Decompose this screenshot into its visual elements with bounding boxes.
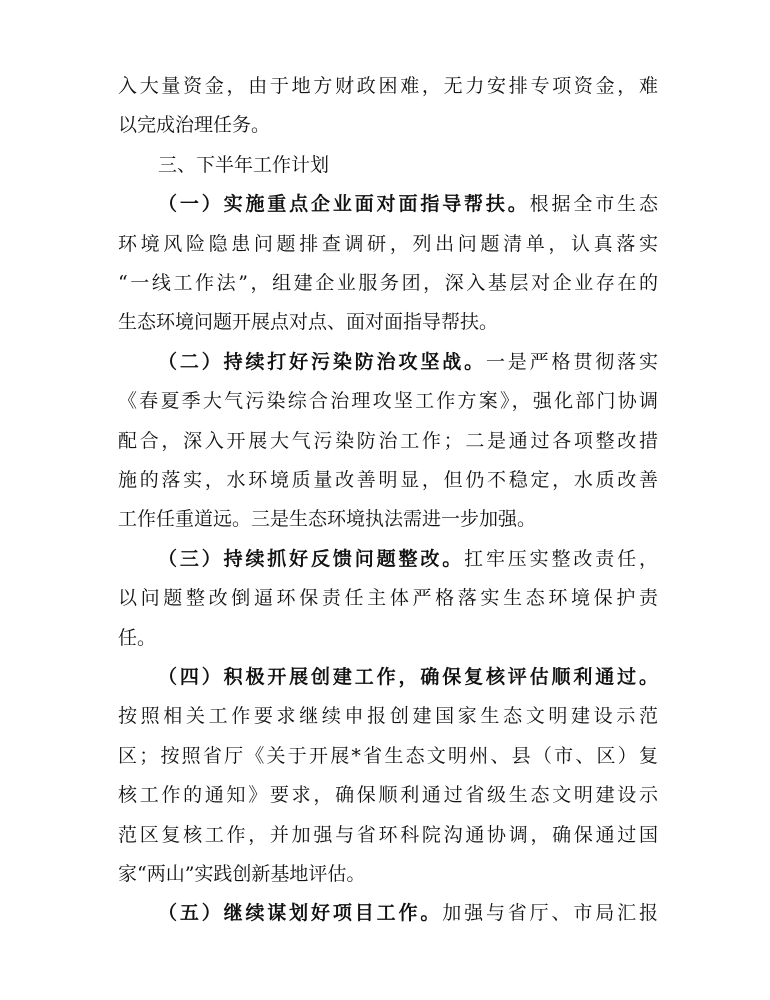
text-line: 环境风险隐患问题排查调研，列出问题清单，认真落实 [118, 233, 658, 255]
paragraph-5-text: 加强与省厅、市局汇报 [442, 902, 658, 924]
text-line: 以完成治理任务。 [118, 114, 271, 136]
paragraph-1-text-end: 生态 [617, 193, 658, 215]
text-line: 家“两山”实践创新基地评估。 [118, 863, 366, 885]
text-line: 配合，深入开展大气污染防治工作；二是通过各项整改措 [118, 430, 658, 452]
paragraph-4-first-line [158, 660, 658, 694]
paragraph-1-text: 根据全市 [529, 193, 618, 215]
paragraph-2-first-line [158, 345, 658, 379]
text-line: 核工作的通知》要求，确保顺利通过省级生态文明建设示 [118, 784, 658, 806]
text-line: 区；按照省厅《关于开展*省生态文明州、县（市、区）复 [118, 745, 658, 767]
paragraph-4-heading: （四）积极开展创建工作，确保复核评估顺利通过。 [158, 666, 658, 688]
text-line: 以问题整改倒逼环保责任主体严格落实生态环境保护责 [118, 587, 658, 609]
paragraph-3-text: 扛牢压实整改责任， [464, 548, 658, 570]
text-line: 按照相关工作要求继续申报创建国家生态文明建设示范 [118, 705, 658, 727]
paragraph-2-heading: （二）持续打好污染防治攻坚战。 [158, 351, 486, 373]
paragraph-5-heading: （五）继续谋划好项目工作。 [158, 902, 443, 924]
text-line: 生态环境问题开展点对点、面对面指导帮扶。 [118, 311, 499, 333]
text-line: 工作任重道远。三是生态环境执法需进一步加强。 [118, 508, 537, 530]
paragraph-3-heading: （三）持续抓好反馈问题整改。 [158, 548, 465, 570]
text-line: “一线工作法”，组建企业服务团，深入基层对企业存在的 [118, 272, 658, 294]
paragraph-3-first-line [158, 542, 658, 576]
paragraph-5-first-line [158, 896, 658, 930]
text-line: 施的落实，水环境质量改善明显，但仍不稳定，水质改善 [118, 469, 658, 491]
paragraph-1-first-line [158, 187, 658, 221]
paragraph-1-heading: （一）实施重点企业面对面指导帮扶。 [158, 193, 530, 215]
text-line: 《春夏季大气污染综合治理攻坚工作方案》，强化部门协调 [118, 390, 658, 412]
text-line: 范区复核工作，并加强与省环科院沟通协调，确保通过国 [118, 824, 658, 846]
section-heading: 三、下半年工作计划 [158, 154, 330, 176]
text-line: 任。 [118, 627, 157, 649]
text-line: 入大量资金，由于地方财政困难，无力安排专项资金，难 [118, 75, 658, 97]
paragraph-2-text: 一是严格贯彻落实 [485, 351, 658, 373]
